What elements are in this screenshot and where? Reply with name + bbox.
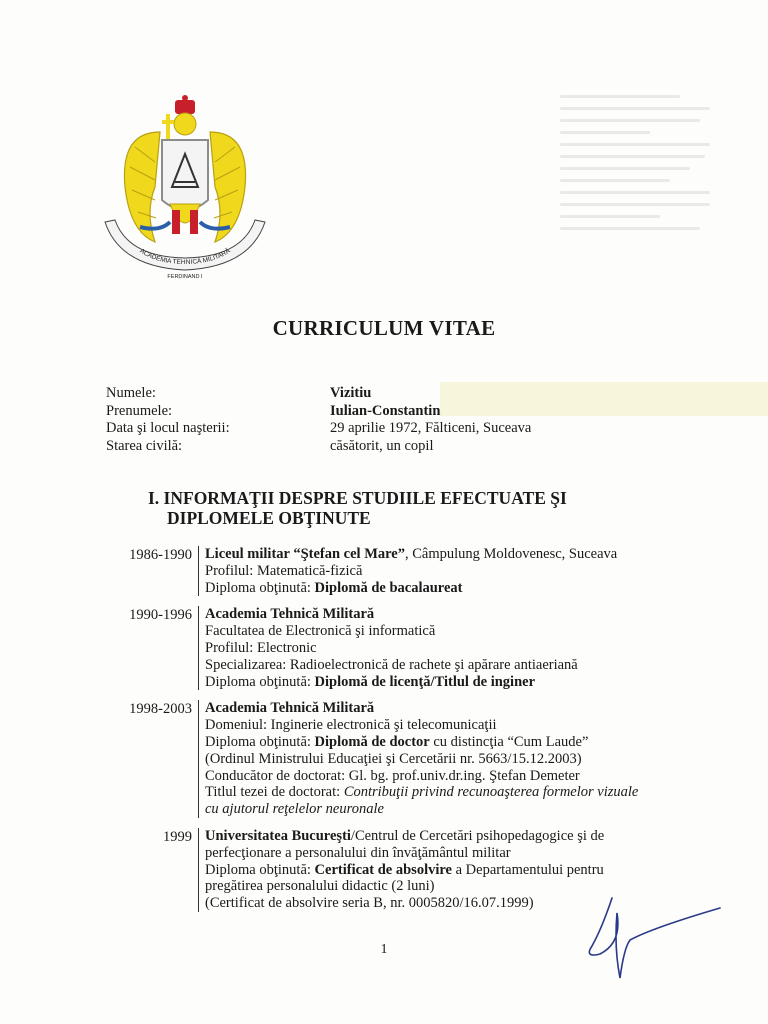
study-detail-line bbox=[205, 606, 706, 623]
study-text: (Ordinul Ministrului Educaţiei şi Cercetării nr. 5663/15.12.2003) bbox=[205, 750, 582, 767]
study-text: Conducător de doctorat: Gl. bg. prof.univ.dr.ing. Ştefan Demeter bbox=[205, 767, 580, 784]
study-details bbox=[198, 700, 706, 818]
study-entry bbox=[106, 700, 706, 818]
study-details bbox=[198, 546, 706, 596]
study-detail-line bbox=[205, 862, 706, 879]
study-text: Diploma obţinută: bbox=[205, 861, 315, 878]
study-text: Diploma obţinută: bbox=[205, 579, 315, 596]
study-years: 1986-1990 bbox=[129, 547, 192, 563]
study-entry bbox=[106, 546, 706, 596]
study-detail-line bbox=[205, 768, 706, 785]
crest-ribbon-text: FERDINAND I bbox=[167, 274, 203, 280]
study-detail-line bbox=[205, 623, 706, 640]
study-text: Diplomă de doctor bbox=[314, 733, 430, 750]
personal-info-value: Vizitiu bbox=[330, 385, 372, 401]
study-text: pregătirea personalului didactic (2 luni) bbox=[205, 878, 435, 895]
study-detail-line bbox=[205, 734, 706, 751]
study-detail-line bbox=[205, 784, 706, 801]
bleed-through-texture bbox=[560, 95, 710, 239]
handwritten-signature bbox=[572, 888, 732, 988]
study-text: a Departamentului pentru bbox=[452, 861, 604, 878]
personal-info-row bbox=[106, 438, 531, 456]
study-text: Profilul: Matematică-fizică bbox=[205, 562, 363, 579]
study-text: Profilul: Electronic bbox=[205, 639, 317, 656]
study-text: (Certificat de absolvire seria B, nr. 0005820/16.07.1999) bbox=[205, 895, 534, 912]
study-text: cu distincţia “Cum Laude” bbox=[429, 733, 589, 750]
study-detail-line bbox=[205, 700, 706, 717]
study-detail-line bbox=[205, 828, 706, 845]
study-text: Universitatea Bucureşti bbox=[205, 827, 351, 844]
study-text: , Câmpulung Moldovenesc, Suceava bbox=[405, 546, 618, 562]
academy-crest-logo bbox=[100, 92, 270, 292]
study-detail-line bbox=[205, 751, 706, 768]
study-text: Academia Tehnică Militară bbox=[205, 700, 375, 717]
section-title-line2: DIPLOMELE OBŢINUTE bbox=[167, 508, 371, 528]
personal-info-row bbox=[106, 403, 531, 421]
study-detail-line bbox=[205, 674, 706, 691]
personal-info-value: 29 aprilie 1972, Fălticeni, Suceava bbox=[330, 420, 532, 436]
personal-info-label: Data şi locul naşterii: bbox=[106, 420, 230, 436]
document-title: CURRICULUM VITAE bbox=[272, 316, 496, 340]
study-text: perfecţionare a personalului din învăţământul militar bbox=[205, 844, 511, 861]
personal-info-row bbox=[106, 385, 531, 403]
section-title-line1: I. INFORMAŢII DESPRE STUDIILE EFECTUATE ŞI bbox=[148, 488, 567, 508]
personal-info-label: Prenumele: bbox=[106, 402, 173, 419]
study-detail-line bbox=[205, 801, 706, 818]
studies-list bbox=[106, 546, 706, 922]
personal-info-label: Numele: bbox=[106, 385, 156, 401]
personal-info-row bbox=[106, 420, 531, 438]
study-text: Diplomă de bacalaureat bbox=[314, 579, 463, 596]
study-detail-line bbox=[205, 717, 706, 734]
study-years: 1998-2003 bbox=[129, 701, 192, 718]
study-text: Specializarea: Radioelectronică de rachete şi apărare antiaeriană bbox=[205, 656, 578, 673]
study-entry bbox=[106, 606, 706, 690]
study-text: Diploma obţinută: bbox=[205, 673, 315, 690]
study-text: cu ajutorul reţelelor neuronale bbox=[205, 801, 384, 818]
study-years: 1999 bbox=[163, 828, 192, 845]
page-number: 1 bbox=[380, 942, 388, 957]
study-text: Academia Tehnică Militară bbox=[205, 606, 375, 623]
study-detail-line bbox=[205, 580, 706, 597]
study-detail-line bbox=[205, 563, 706, 580]
personal-info-value: căsătorit, un copil bbox=[330, 437, 434, 454]
study-text: Facultatea de Electronică şi informatică bbox=[205, 623, 436, 640]
study-text: Liceul militar “Ştefan cel Mare” bbox=[205, 546, 405, 562]
study-text: Contribuţii privind recunoaşterea formelor vizuale bbox=[343, 784, 639, 801]
study-text: Domeniul: Inginerie electronică şi telecomunicaţii bbox=[205, 717, 497, 734]
personal-info-block bbox=[106, 385, 531, 455]
study-detail-line bbox=[205, 845, 706, 862]
study-details bbox=[198, 606, 706, 690]
section-title-studies bbox=[148, 488, 648, 528]
study-text: Certificat de absolvire bbox=[314, 861, 452, 878]
personal-info-label: Starea civilă: bbox=[106, 437, 183, 454]
study-text: /Centrul de Cercetări psihopedagogice şi de bbox=[350, 827, 605, 844]
study-detail-line bbox=[205, 640, 706, 657]
personal-info-value: Iulian-Constantin bbox=[330, 402, 441, 419]
study-years: 1990-1996 bbox=[129, 607, 192, 624]
crest-emblem-text: ACADEMIA TEHNICĂ MILITARĂ bbox=[138, 247, 232, 267]
study-text: Diploma obţinută: bbox=[205, 733, 315, 750]
study-text: Titlul tezei de doctorat: bbox=[205, 784, 344, 801]
study-detail-line bbox=[205, 546, 706, 563]
study-detail-line bbox=[205, 657, 706, 674]
study-text: Diplomă de licenţă/Titlul de inginer bbox=[314, 673, 536, 690]
